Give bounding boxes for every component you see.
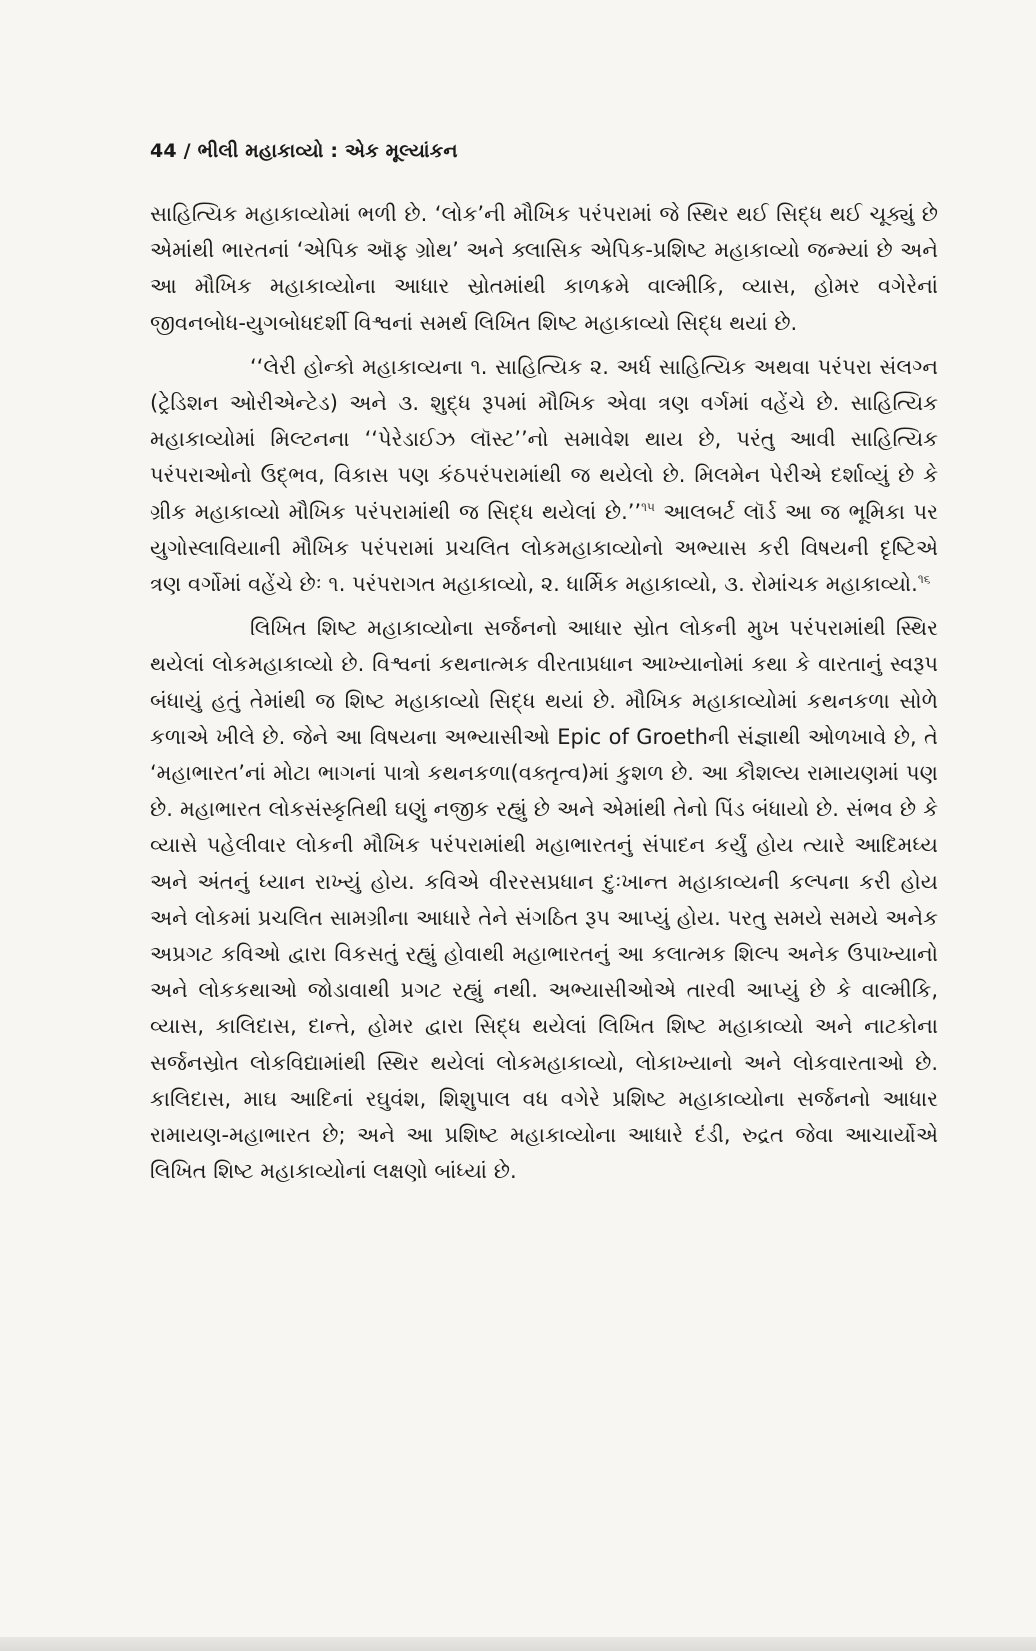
body-text xyxy=(150,196,938,1197)
running-header xyxy=(150,140,458,162)
quote-text: ‘‘લેરી હોન્કો મહાકાવ્યના ૧. સાહિત્યિક ૨. અર્ધ સાહિત્યિક અથવા પરંપરા સંલગ્ન (ટ્રેડિશન ઓરીએન્ટેડ) અને ૩. શુદ્ધ રૂપમાં મૌખિક એવા ત્રણ વર્ગમાં વહેંચે છે. સાહિત્યિક મહાકાવ્યોમાં મિલ્ટનના ‘‘પેરેડાઈઝ લૉસ્ટ’’નો સમાવેશ થાય છે, પરંતુ આવી સાહિત્યિક પરંપરાઓનો ઉદ્ભવ, વિકાસ પણ કંઠપરંપરામાંથી જ થયેલો છે. મિલમેન પેરીએ દર્શાવ્યું છે કે ગ્રીક મહાકાવ્યો મૌખિક પરંપરામાંથી જ સિદ્ધ થયેલાં છે.’’ xyxy=(150,354,938,524)
page-bottom-edge xyxy=(0,1637,1036,1651)
paragraph-2-continuation: આલબર્ટ લૉર્ડ આ જ ભૂમિકા પર યુગોસ્લાવિયાની મૌખિક પરંપરામાં પ્રચલિત લોકમહાકાવ્યોનો અભ્યાસ કરી વિષયની દૃષ્ટિએ ત્રણ વર્ગોમાં વહેંચે છેઃ ૧. પરંપરાગત મહાકાવ્યો, ૨. ધાર્મિક મહાકાવ્યો, ૩. રોમાંચક મહાકાવ્યો. xyxy=(150,499,938,597)
header-separator: / xyxy=(183,140,191,162)
paragraph-2 xyxy=(150,349,938,602)
paragraph-3: લિખિત શિષ્ટ મહાકાવ્યોના સર્જનનો આધાર સ્રોત લોકની મુખ પરંપરામાંથી સ્થિર થયેલાં લોકમહાકાવ્યો છે. વિશ્વનાં કથનાત્મક વીરતાપ્રધાન આખ્યાનોમાં કથા કે વારતાનું સ્વરૂપ બંધાયું હતું તેમાંથી જ શિષ્ટ મહાકાવ્યો સિદ્ધ થયાં છે. મૌખિક મહાકાવ્યોમાં કથનકળા સોળે કળાએ ખીલે છે. જેને આ વિષયના અભ્યાસીઓ Epic of Groethની સંજ્ઞાથી ઓળખાવે છે, તે ‘મહાભારત’નાં મોટા ભાગનાં પાત્રો કથનકળા(વક્તૃત્વ)માં કુશળ છે. આ કૌશલ્ય રામાયણમાં પણ છે. મહાભારત લોકસંસ્કૃતિથી ઘણું નજીક રહ્યું છે અને એમાંથી તેનો પિંડ બંધાયો છે. સંભવ છે કે વ્યાસે પહેલીવાર લોકની મૌખિક પરંપરામાંથી મહાભારતનું સંપાદન કર્યું હોય ત્યારે આદિમધ્ય અને અંતનું ધ્યાન રાખ્યું હોય. કવિએ વીરરસપ્રધાન દુઃખાન્ત મહાકાવ્યની કલ્પના કરી હોય અને લોકમાં પ્રચલિત સામગ્રીના આધારે તેને સંગઠિત રૂપ આપ્યું હોય. પરતુ સમયે સમયે અનેક અપ્રગટ કવિઓ દ્વારા વિકસતું રહ્યું હોવાથી મહાભારતનું આ કલાત્મક શિલ્પ અનેક ઉપાખ્યાનો અને લોકકથાઓ જોડાવાથી પ્રગટ રહ્યું નથી. અભ્યાસીઓએ તારવી આપ્યું છે કે વાલ્મીકિ, વ્યાસ, કાલિદાસ, દાન્તે, હોમર દ્વારા સિદ્ધ થયેલાં લિખિત શિષ્ટ મહાકાવ્યો અને નાટકોના સર્જનસ્રોત લોકવિદ્યામાંથી સ્થિર થયેલાં લોકમહાકાવ્યો, લોકાખ્યાનો અને લોકવારતાઓ છે. કાલિદાસ, માઘ આદિનાં રઘુવંશ, શિશુપાલ વધ વગેરે પ્રશિષ્ટ મહાકાવ્યોના સર્જનનો આધાર રામાયણ-મહાભારત છે; અને આ પ્રશિષ્ટ મહાકાવ્યોના આધારે દંડી, રુદ્રત જેવા આચાર્યોએ લિખિત શિષ્ટ મહાકાવ્યોનાં લક્ષણો બાંધ્યાં છે. xyxy=(150,616,938,1184)
paragraph-1: સાહિત્યિક મહાકાવ્યોમાં ભળી છે. ‘લોક’ની મૌખિક પરંપરામાં જે સ્થિર થઈ સિદ્ધ થઈ ચૂક્યું છે એમાંથી ભારતનાં ‘એપિક ઑફ ગ્રોથ’ અને ક્લાસિક એપિક-પ્રશિષ્ટ મહાકાવ્યો જન્મ્યાં છે અને આ મૌખિક મહાકાવ્યોના આધાર સ્રોતમાંથી કાળક્રમે વાલ્મીકિ, વ્યાસ, હોમર વગેરેનાં જીવનબોધ-યુગબોધદર્શી વિશ્વનાં સમર્થ લિખિત શિષ્ટ મહાકાવ્યો સિદ્ધ થયાં છે. xyxy=(150,202,938,335)
running-title: ભીલી મહાકાવ્યો : એક મૂલ્યાંકન xyxy=(197,140,458,162)
footnote-ref-15: ૧૫ xyxy=(641,499,655,514)
footnote-ref-16: ૧૬ xyxy=(917,572,931,587)
page-number: 44 xyxy=(150,140,177,162)
